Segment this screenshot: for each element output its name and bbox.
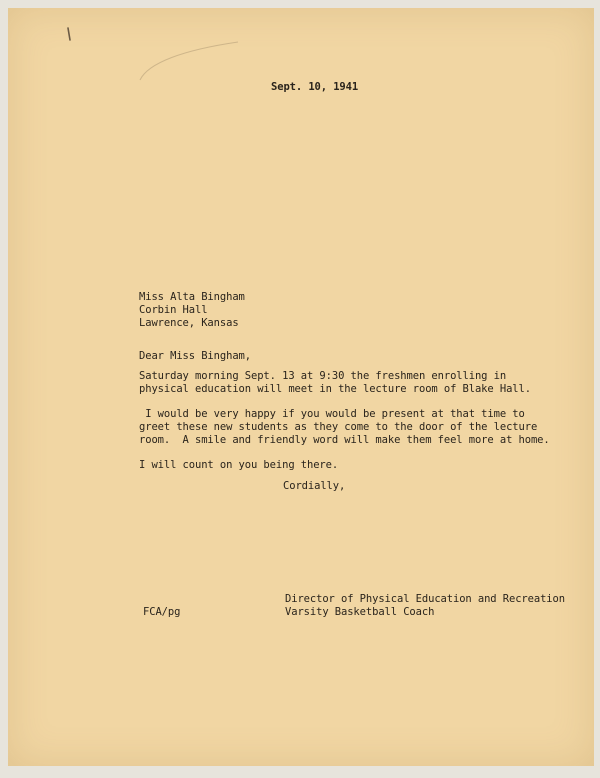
paragraph-line: room. A smile and friendly word will make them feel more at home. (139, 434, 550, 446)
closing: Cordially, (283, 480, 346, 492)
salutation: Dear Miss Bingham, (139, 350, 251, 362)
paragraph-line: Saturday morning Sept. 13 at 9:30 the freshmen enrolling in (139, 370, 507, 382)
paragraph-line: I would be very happy if you would be present at that time to (139, 408, 525, 420)
paragraph-line: I will count on you being there. (139, 459, 339, 471)
recipient-name: Miss Alta Bingham (139, 291, 245, 303)
signature-title: Varsity Basketball Coach (285, 606, 435, 618)
typist-initials: FCA/pg (143, 606, 181, 618)
paragraph-line: greet these new students as they come to the door of the lecture (139, 421, 538, 433)
recipient-city: Lawrence, Kansas (139, 317, 239, 329)
signature-title: Director of Physical Education and Recreation (285, 593, 565, 605)
recipient-street: Corbin Hall (139, 304, 208, 316)
pencil-mark (8, 8, 308, 128)
letter-date: Sept. 10, 1941 (271, 81, 359, 93)
paragraph-line: physical education will meet in the lecture room of Blake Hall. (139, 383, 531, 395)
letter-page (8, 8, 594, 766)
